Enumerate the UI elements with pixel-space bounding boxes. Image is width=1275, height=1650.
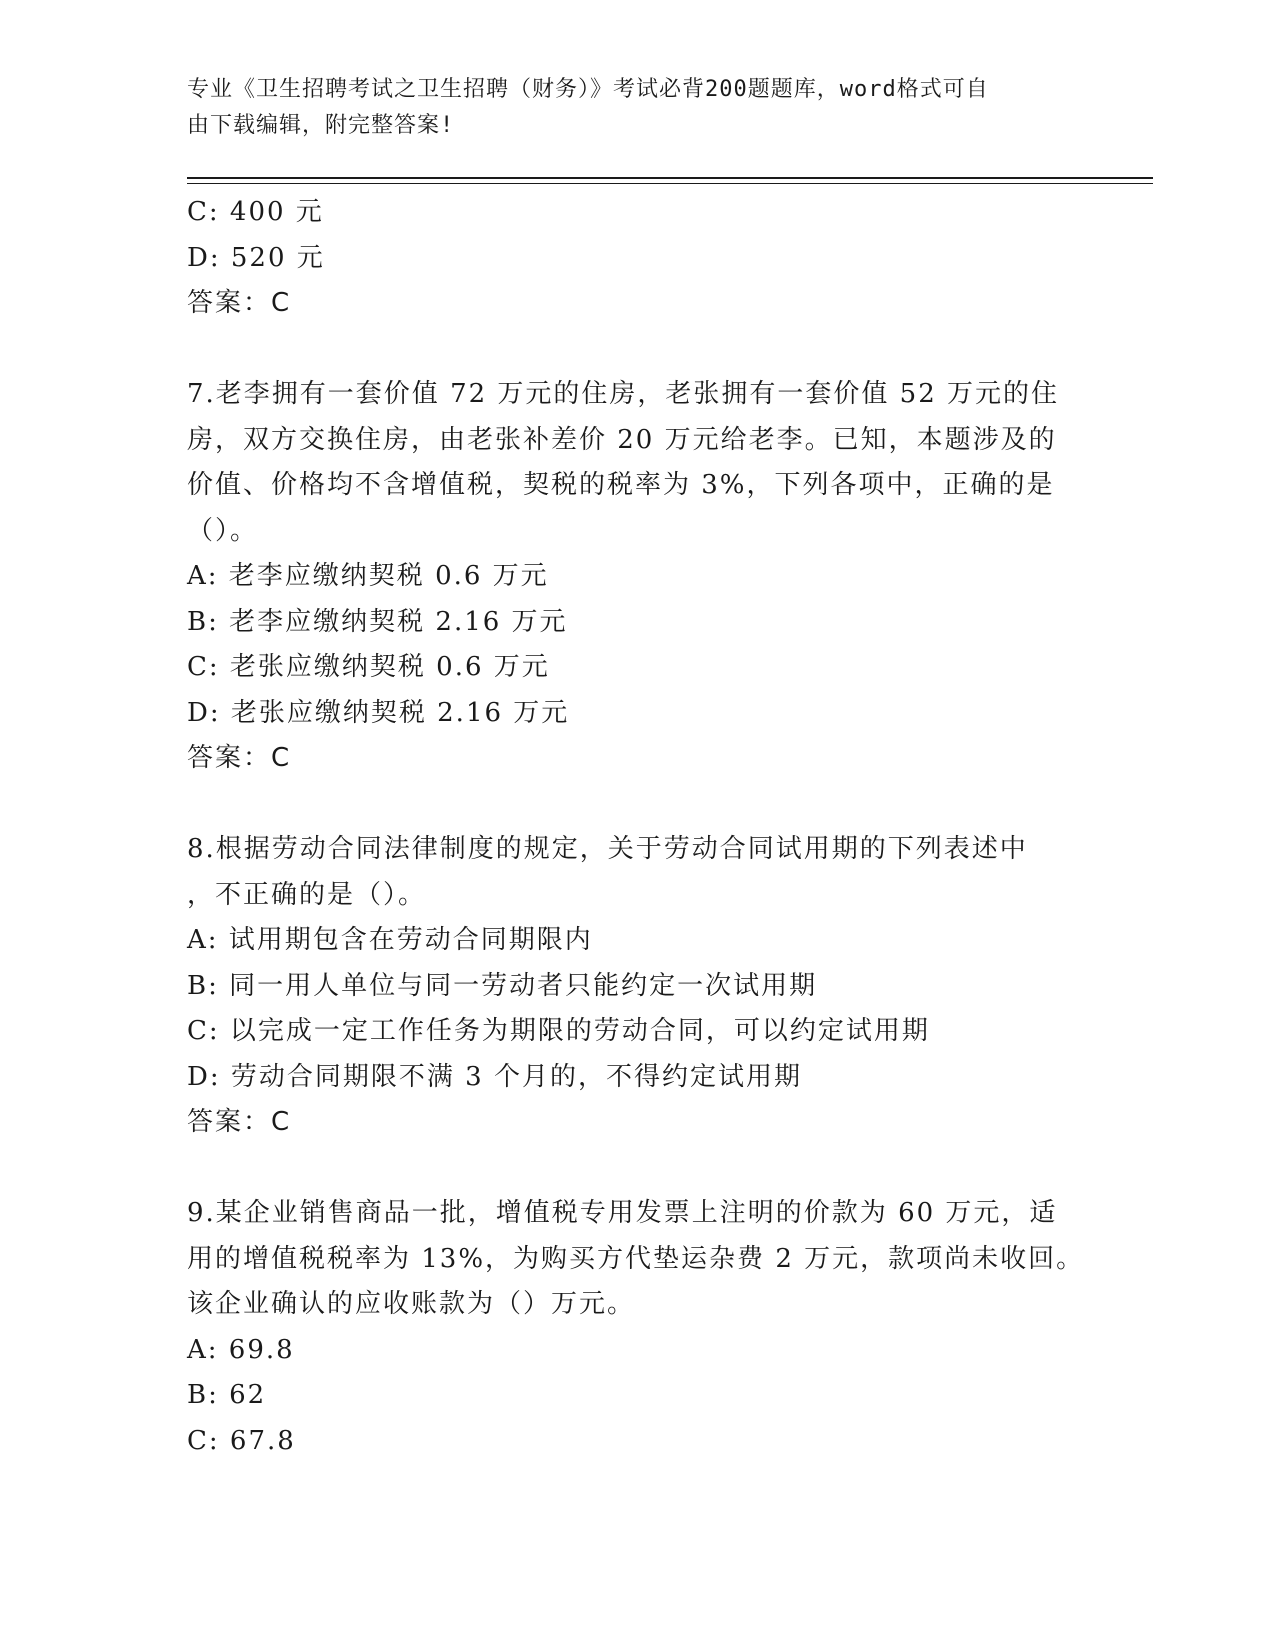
- option-c: C: 老张应缴纳契税 0.6 万元: [187, 652, 550, 682]
- option-d: D: 520 元: [187, 242, 325, 273]
- header-line-2: 由下载编辑，附完整答案!: [187, 113, 455, 138]
- document-header: [187, 72, 1067, 144]
- option-a: A: 69.8: [187, 1334, 295, 1365]
- spacer: [187, 782, 1087, 828]
- spacer: [187, 1146, 1087, 1192]
- spacer: [187, 327, 1087, 373]
- header-line-1: 专业《卫生招聘考试之卫生招聘（财务）》考试必背200题题库，word格式可自: [187, 77, 989, 102]
- option-c: C: 以完成一定工作任务为期限的劳动合同，可以约定试用期: [187, 1016, 930, 1046]
- option-a: A: 试用期包含在劳动合同期限内: [187, 925, 593, 955]
- option-d: D: 劳动合同期限不满 3 个月的，不得约定试用期: [187, 1061, 802, 1092]
- question-stem-line: （）。: [187, 515, 259, 546]
- option-b: B: 同一用人单位与同一劳动者只能约定一次试用期: [187, 970, 818, 1001]
- option-c: C: 400 元: [187, 197, 324, 227]
- question-content: [187, 190, 1087, 1464]
- option-c: C: 67.8: [187, 1425, 296, 1456]
- question-9: [187, 1191, 1087, 1464]
- question-stem-line: 7.老李拥有一套价值 72 万元的住房，老张拥有一套价值 52 万元的住: [187, 379, 1060, 409]
- option-a: A: 老李应缴纳契税 0.6 万元: [187, 561, 549, 591]
- question-7: [187, 372, 1087, 782]
- question-stem-line: 8.根据劳动合同法律制度的规定，关于劳动合同试用期的下列表述中: [187, 834, 1028, 864]
- option-d: D: 老张应缴纳契税 2.16 万元: [187, 697, 570, 728]
- answer-line: 答案：C: [187, 1107, 292, 1137]
- previous-question-tail: [187, 190, 1087, 327]
- header-rule-thick: [187, 177, 1153, 179]
- option-b: B: 老李应缴纳契税 2.16 万元: [187, 606, 568, 637]
- question-stem-line: 价值、价格均不含增值税，契税的税率为 3%，下列各项中，正确的是: [187, 470, 1055, 500]
- question-stem-line: 房，双方交换住房，由老张补差价 20 万元给老李。已知，本题涉及的: [187, 424, 1057, 455]
- answer-line: 答案：C: [187, 288, 292, 318]
- question-8: [187, 827, 1087, 1146]
- question-stem-line: ，不正确的是（）。: [187, 879, 427, 910]
- question-stem-line: 9.某企业销售商品一批，增值税专用发票上注明的价款为 60 万元，适: [187, 1198, 1058, 1228]
- header-rule-thin: [187, 183, 1153, 184]
- question-stem-line: 用的增值税税率为 13%，为购买方代垫运杂费 2 万元，款项尚未收回。: [187, 1243, 1085, 1274]
- answer-line: 答案：C: [187, 743, 292, 773]
- option-b: B: 62: [187, 1380, 267, 1410]
- question-stem-line: 该企业确认的应收账款为（）万元。: [187, 1289, 636, 1319]
